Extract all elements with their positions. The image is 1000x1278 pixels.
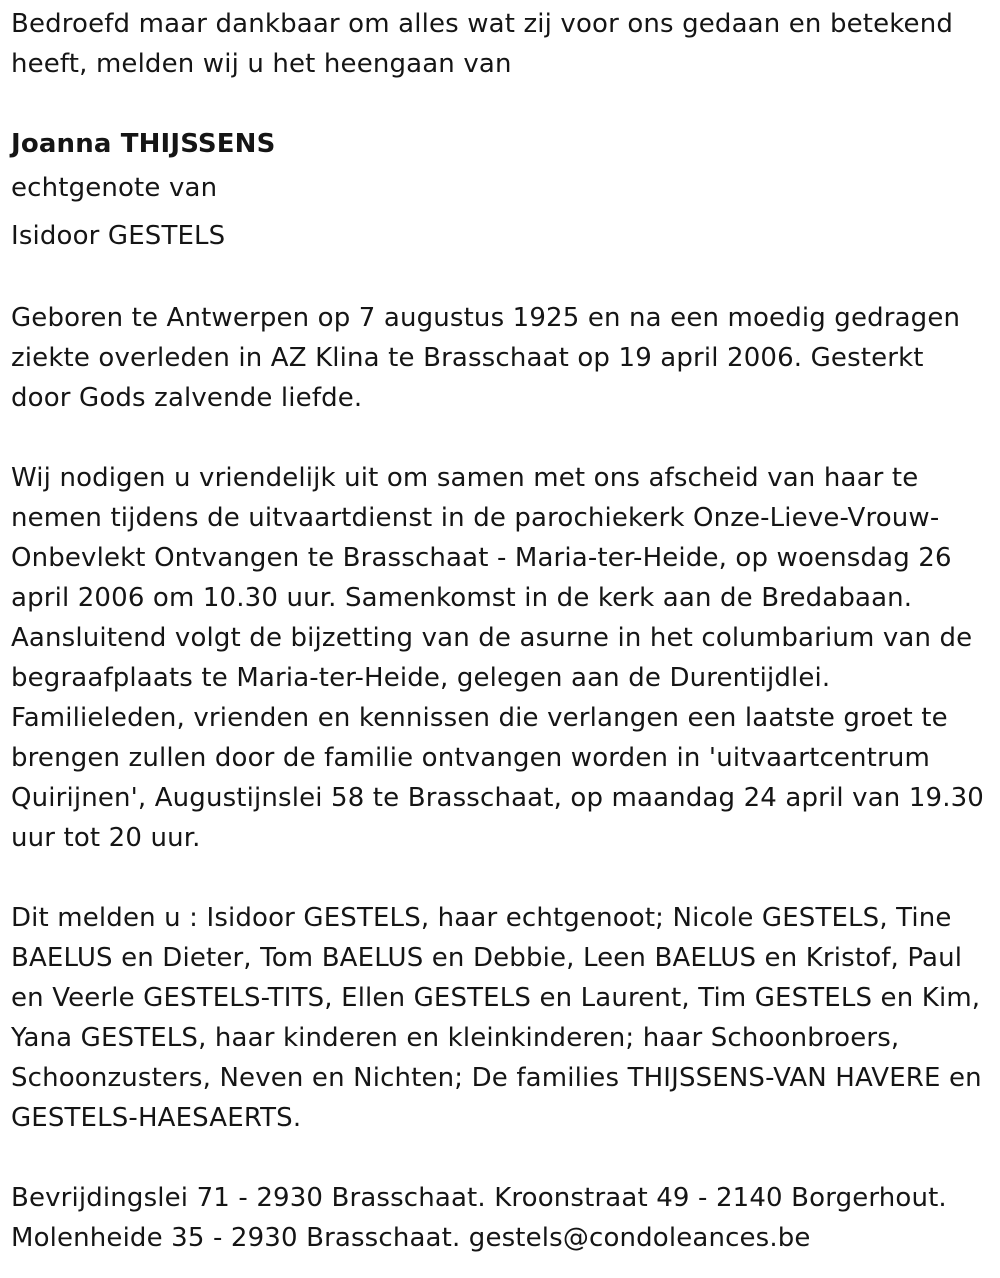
obituary-document <box>11 4 991 1258</box>
intro-paragraph: Bedroefd maar dankbaar om alles wat zij voor ons gedaan en betekend heeft, melden wij u het heengaan van <box>11 9 953 79</box>
birth-death-paragraph: Geboren te Antwerpen op 7 augustus 1925 en na een moedig gedragen ziekte overleden in AZ Klina te Brasschaat op 19 april 2006. Gesterkt door Gods zalvende liefde. <box>11 303 961 413</box>
spacer <box>11 858 991 898</box>
spacer <box>11 1138 991 1178</box>
spacer <box>11 84 991 124</box>
spacer <box>11 418 991 458</box>
spouse-name: Isidoor GESTELS <box>11 221 226 251</box>
deceased-name: Joanna THIJSSENS <box>11 129 276 159</box>
invitation-paragraph: Wij nodigen u vriendelijk uit om samen met ons afscheid van haar te nemen tijdens de uitvaartdienst in de parochiekerk Onze-Lieve-Vrouw-Onbevlekt Ontvangen te Brasschaat - Maria-ter-Heide, op woensdag 26 april 2006 om 10.30 uur. Samenkomst in de kerk aan de Bredabaan. Aansluitend volgt de bijzetting van de asurne in het columbarium van de begraafplaats te Maria-ter-Heide, gelegen aan de Durentijdlei. Familieleden, vrienden en kennissen die verlangen een laatste groet te brengen zullen door de familie ontvangen worden in 'uitvaartcentrum Quirijnen', Augustijnslei 58 te Brasschaat, op maandag 24 april van 19.30 uur tot 20 uur. <box>11 463 985 853</box>
relation-label: echtgenote van <box>11 173 218 203</box>
addresses-paragraph: Bevrijdingslei 71 - 2930 Brasschaat. Kroonstraat 49 - 2140 Borgerhout. Molenheide 35 - 2930 Brasschaat. gestels@condoleances.be <box>11 1183 947 1253</box>
spacer <box>11 260 991 298</box>
family-paragraph: Dit melden u : Isidoor GESTELS, haar echtgenoot; Nicole GESTELS, Tine BAELUS en Dieter, Tom BAELUS en Debbie, Leen BAELUS en Kristof, Paul en Veerle GESTELS-TITS, Ellen GESTELS en Laurent, Tim GESTELS en Kim, Yana GESTELS, haar kinderen en kleinkinderen; haar Schoonbroers, Schoonzusters, Neven en Nichten; De families THIJSSENS-VAN HAVERE en GESTELS-HAESAERTS. <box>11 903 982 1133</box>
